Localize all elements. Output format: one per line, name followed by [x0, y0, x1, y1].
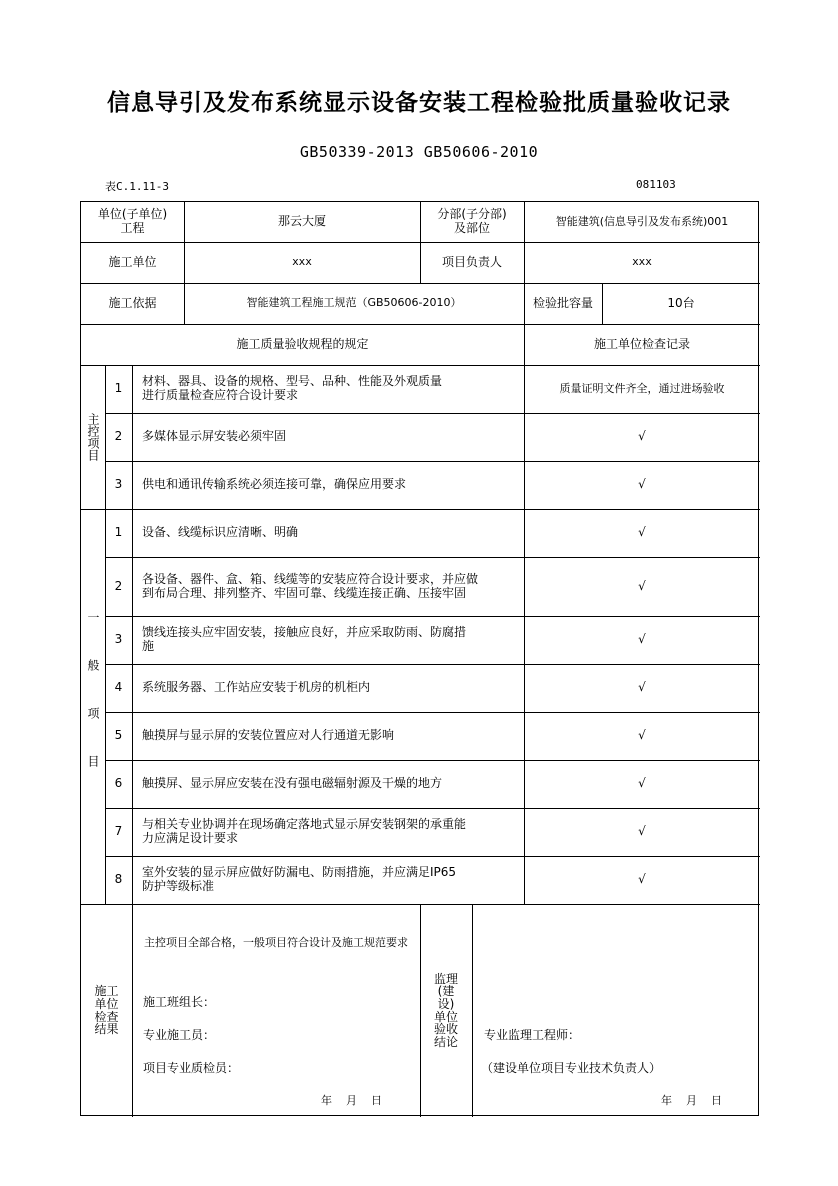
batch-capacity-label: 检验批容量: [532, 295, 593, 310]
quality-inspector-signature: 项目专业质检员：: [143, 1061, 240, 1075]
general-item-record: √: [638, 776, 646, 791]
rules-column-header: 施工质量验收规程的规定: [236, 336, 369, 351]
division-value: 智能建筑(信息导引及发布系统)001: [555, 214, 729, 228]
contractor-label: 施工单位: [108, 254, 157, 269]
general-item-record: √: [638, 525, 646, 540]
unit-project-value: 那云大厦: [277, 214, 326, 229]
general-item-record: √: [638, 728, 646, 743]
general-item-record: √: [638, 824, 646, 839]
construction-basis-label: 施工依据: [108, 295, 157, 310]
main-item-number: 1: [114, 381, 123, 396]
table-code: 表C.1.11-3: [105, 180, 169, 193]
general-item-text: 室外安装的显示屏应做好防漏电、防雨措施，并应满足IP65防护等级标准: [142, 865, 457, 893]
general-item-number: 7: [114, 824, 123, 839]
main-item-record: √: [638, 429, 646, 444]
general-item-record: √: [638, 578, 646, 593]
standard-codes: GB50339-2013 GB50606-2010: [299, 143, 539, 161]
batch-capacity-value: 10台: [667, 295, 695, 310]
record-column-header: 施工单位检查记录: [593, 336, 690, 351]
general-item-number: 3: [114, 632, 123, 647]
general-item-record: √: [638, 632, 646, 647]
general-item-record: √: [638, 680, 646, 695]
general-item-text: 设备、线缆标识应清晰、明确: [142, 525, 299, 540]
general-group-label: 一般项目: [86, 610, 100, 803]
page-title: 信息导引及发布系统显示设备安装工程检验批质量验收记录: [107, 90, 731, 116]
general-item-number: 4: [114, 680, 123, 695]
construction-basis-value: 智能建筑工程施工规范（GB50606-2010）: [246, 296, 462, 310]
general-item-number: 2: [114, 578, 123, 593]
main-item-number: 2: [114, 429, 123, 444]
supervisor-date: 年 月 日: [661, 1094, 722, 1107]
general-item-text: 系统服务器、工作站应安装于机房的机柜内: [142, 680, 371, 695]
contractor-check-result-label: 施工单位检查结果: [94, 984, 119, 1037]
record-number: 081103: [636, 178, 676, 191]
contractor-value: xxx: [292, 255, 312, 269]
supervising-engineer-signature: 专业监理工程师：: [484, 1028, 581, 1042]
main-control-group-label: 主控项目: [86, 413, 100, 461]
unit-project-label: 单位(子单位) 工程: [97, 207, 168, 235]
team-leader-signature: 施工班组长：: [143, 995, 216, 1009]
contractor-conclusion: 主控项目全部合格，一般项目符合设计及施工规范要求: [144, 935, 408, 949]
general-item-text: 触摸屏与显示屏的安装位置应对人行通道无影响: [142, 728, 395, 743]
supervisor-conclusion-label: 监理(建设)单位验收结论: [433, 971, 458, 1049]
owner-representative-signature: （建设单位项目专业技术负责人）: [481, 1061, 662, 1075]
general-item-number: 1: [114, 525, 123, 540]
main-item-text: 材料、器具、设备的规格、型号、品种、性能及外观质量进行质量检查应符合设计要求: [142, 374, 443, 402]
division-label: 分部(子分部) 及部位: [437, 207, 507, 235]
inspection-table: [80, 201, 759, 1116]
main-item-record: √: [638, 477, 646, 492]
construction-worker-signature: 专业施工员：: [143, 1028, 216, 1042]
general-item-text: 与相关专业协调并在现场确定落地式显示屏安装钢架的承重能力应满足设计要求: [142, 817, 467, 845]
project-manager-label: 项目负责人: [441, 254, 502, 269]
general-item-number: 6: [114, 776, 123, 791]
main-item-text: 供电和通讯传输系统必须连接可靠，确保应用要求: [142, 477, 407, 492]
main-item-number: 3: [114, 477, 123, 492]
contractor-date: 年 月 日: [321, 1094, 382, 1107]
general-item-text: 各设备、器件、盒、箱、线缆等的安装应符合设计要求，并应做到布局合理、排列整齐、牢固可靠、线缆连接正确、压接牢固: [142, 571, 479, 600]
main-item-record: 质量证明文件齐全，通过进场验收: [559, 381, 725, 395]
general-item-record: √: [638, 872, 646, 887]
general-item-number: 8: [114, 872, 123, 887]
project-manager-value: xxx: [632, 255, 652, 269]
main-item-text: 多媒体显示屏安装必须牢固: [142, 429, 287, 444]
general-item-text: 触摸屏、显示屏应安装在没有强电磁辐射源及干燥的地方: [142, 776, 443, 791]
general-item-text: 馈线连接头应牢固安装，接触应良好，并应采取防雨、防腐措施: [142, 625, 467, 653]
general-item-number: 5: [114, 728, 123, 743]
